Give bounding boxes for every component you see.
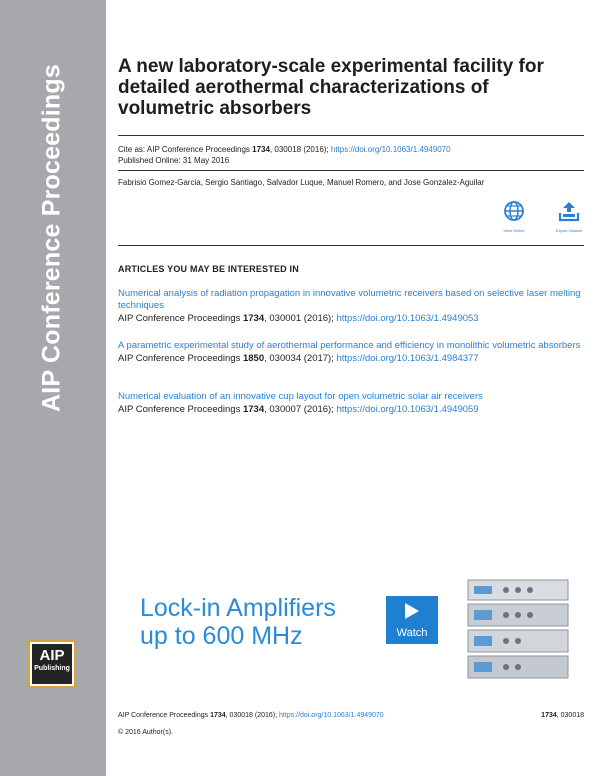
logo-text: AIP bbox=[39, 647, 65, 664]
advertisement-banner[interactable] bbox=[124, 566, 576, 686]
related-article-doi-link[interactable]: https://doi.org/10.1063/1.4949059 bbox=[336, 404, 479, 415]
aip-publishing-logo[interactable] bbox=[28, 640, 76, 688]
watch-button[interactable] bbox=[386, 596, 438, 644]
export-icon bbox=[557, 200, 581, 222]
related-article-title[interactable]: Numerical evaluation of an innovative cup layout for open volumetric solar air receivers bbox=[118, 391, 483, 402]
author-list: Fabrisio Gomez-Garcia, Sergio Santiago, Salvador Luque, Manuel Romero, and Jose Gonzalez-Aguilar bbox=[118, 178, 485, 187]
related-article bbox=[118, 340, 584, 365]
related-article-title[interactable]: A parametric experimental study of aerothermal performance and efficiency in monolithic volumetric absorbers bbox=[118, 340, 581, 351]
copyright: © 2016 Author(s). bbox=[118, 729, 173, 736]
logo-subtext: Publishing bbox=[34, 665, 70, 672]
paper-title: A new laboratory-scale experimental facility for detailed aerothermal characterizations of volumetric absorbers bbox=[118, 56, 544, 119]
globe-icon bbox=[503, 200, 525, 222]
cite-line: Cite as: AIP Conference Proceedings 1734, 030018 (2016); https://doi.org/10.1063/1.4949070 bbox=[118, 145, 451, 154]
footer-citation: AIP Conference Proceedings 1734, 030018 (2016); https://doi.org/10.1063/1.4949070 bbox=[118, 712, 384, 719]
journal-name: AIP Conference Proceedings bbox=[37, 64, 66, 412]
lock-in-amplifier-image bbox=[466, 576, 570, 682]
related-article bbox=[118, 391, 584, 416]
view-online-button[interactable] bbox=[495, 200, 533, 233]
published-date: Published Online: 31 May 2016 bbox=[118, 156, 230, 165]
view-online-label: View Online bbox=[503, 228, 525, 233]
ad-headline: Lock-in Amplifiers up to 600 MHz bbox=[140, 594, 336, 650]
related-article-citation: AIP Conference Proceedings 1734, 030001 (2016); https://doi.org/10.1063/1.4949053 bbox=[118, 313, 479, 324]
related-article-citation: AIP Conference Proceedings 1850, 030034 (2017); https://doi.org/10.1063/1.4984377 bbox=[118, 353, 479, 364]
related-article bbox=[118, 288, 584, 325]
citation-block bbox=[118, 144, 451, 166]
related-article-title[interactable]: Numerical analysis of radiation propagation in innovative volumetric receivers based on selective laser melting techniques bbox=[118, 288, 581, 311]
sidebar bbox=[0, 0, 106, 776]
divider bbox=[118, 245, 584, 246]
footer-doi-link[interactable]: https://doi.org/10.1063/1.4949070 bbox=[279, 712, 384, 719]
related-articles-heading: ARTICLES YOU MAY BE INTERESTED IN bbox=[118, 264, 299, 274]
related-article-doi-link[interactable]: https://doi.org/10.1063/1.4984377 bbox=[336, 353, 479, 364]
play-icon bbox=[404, 602, 420, 620]
main-content bbox=[118, 0, 586, 776]
divider bbox=[118, 135, 584, 136]
paper-doi-link[interactable]: https://doi.org/10.1063/1.4949070 bbox=[330, 145, 451, 154]
related-article-doi-link[interactable]: https://doi.org/10.1063/1.4949053 bbox=[336, 313, 479, 324]
watch-label: Watch bbox=[396, 627, 428, 639]
related-article-citation: AIP Conference Proceedings 1734, 030007 (2016); https://doi.org/10.1063/1.4949059 bbox=[118, 404, 479, 415]
export-citation-button[interactable] bbox=[550, 200, 588, 233]
divider bbox=[118, 170, 584, 171]
export-citation-label: Export Citation bbox=[555, 228, 583, 233]
footer-page-number: 1734, 030018 bbox=[541, 712, 584, 719]
